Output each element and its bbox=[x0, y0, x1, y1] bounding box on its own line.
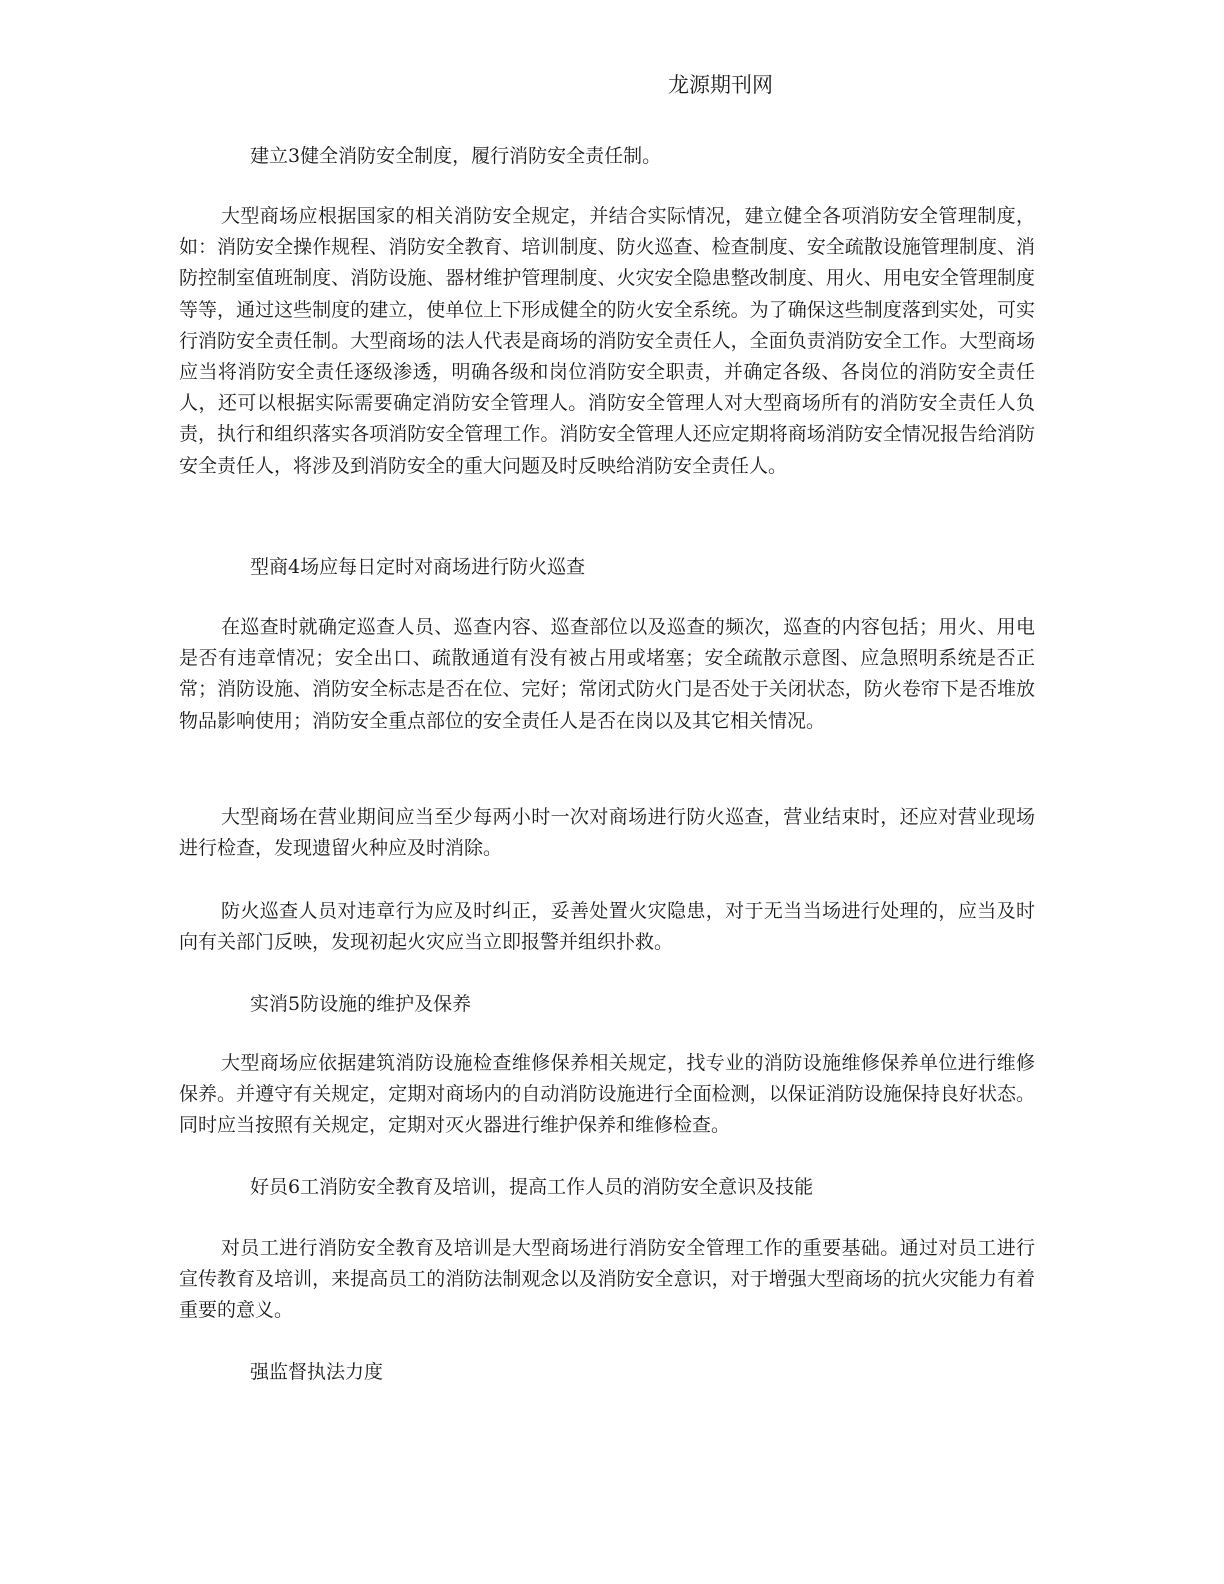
section-heading-1: 建立3健全消防安全制度，履行消防安全责任制。 bbox=[250, 145, 662, 167]
section-2-paragraph-1: 在巡查时就确定巡查人员、巡查内容、巡查部位以及巡查的频次，巡查的内容包括；用火、用电是否有违章情况；安全出口、疏散通道有没有被占用或堵塞；安全疏散示意图、应急照明系统是否正常；消防设施、消防安全标志是否在位、完好；常闭式防火门是否处于关闭状态，防火卷帘下是否堆放物品影响使用；消防安全重点部位的安全责任人是否在岗以及其它相关情况。 bbox=[179, 616, 1035, 732]
section-2-paragraph-3: 防火巡查人员对违章行为应及时纠正，妥善处置火灾隐患，对于无当当场进行处理的，应当及时向有关部门反映，发现初起火灾应当立即报警并组织扑救。 bbox=[179, 900, 1035, 954]
section-heading-2: 型商4场应每日定时对商场进行防火巡查 bbox=[250, 556, 586, 578]
section-3-paragraph-1: 大型商场应依据建筑消防设施检查维修保养相关规定，找专业的消防设施维修保养单位进行维修保养。并遵守有关规定，定期对商场内的自动消防设施进行全面检测，以保证消防设施保持良好状态。同时应当按照有关规定，定期对灭火器进行维护保养和维修检查。 bbox=[179, 1052, 1035, 1137]
section-heading-4: 好员6工消防安全教育及培训，提高工作人员的消防安全意识及技能 bbox=[250, 1176, 814, 1198]
section-heading-3: 实消5防设施的维护及保养 bbox=[250, 993, 472, 1015]
section-1-paragraph-1: 大型商场应根据国家的相关消防安全规定，并结合实际情况，建立健全各项消防安全管理制度，如：消防安全操作规程、消防安全教育、培训制度、防火巡查、检查制度、安全疏散设施管理制度、消防控制室值班制度、消防设施、器材维护管理制度、火灾安全隐患整改制度、用火、用电安全管理制度等等，通过这些制度的建立，使单位上下形成健全的防火安全系统。为了确保这些制度落到实处，可实行消防安全责任制。大型商场的法人代表是商场的消防安全责任人，全面负责消防安全工作。大型商场应当将消防安全责任逐级渗透，明确各级和岗位消防安全职责，并确定各级、各岗位的消防安全责任人，还可以根据实际需要确定消防安全管理人。消防安全管理人对大型商场所有的消防安全责任人负责，执行和组织落实各项消防安全管理工作。消防安全管理人还应定期将商场消防安全情况报告给消防安全责任人，将涉及到消防安全的重大问题及时反映给消防安全责任人。 bbox=[179, 205, 1035, 477]
section-4-paragraph-1: 对员工进行消防安全教育及培训是大型商场进行消防安全管理工作的重要基础。通过对员工进行宣传教育及培训，来提高员工的消防法制观念以及消防安全意识，对于增强大型商场的抗火灾能力有着重要的意义。 bbox=[179, 1237, 1035, 1322]
section-heading-5: 强监督执法力度 bbox=[250, 1361, 384, 1383]
site-title: 龙源期刊网 bbox=[668, 73, 773, 97]
section-2-paragraph-2: 大型商场在营业期间应当至少每两小时一次对商场进行防火巡查，营业结束时，还应对营业现场进行检查，发现遗留火种应及时消除。 bbox=[179, 806, 1035, 860]
